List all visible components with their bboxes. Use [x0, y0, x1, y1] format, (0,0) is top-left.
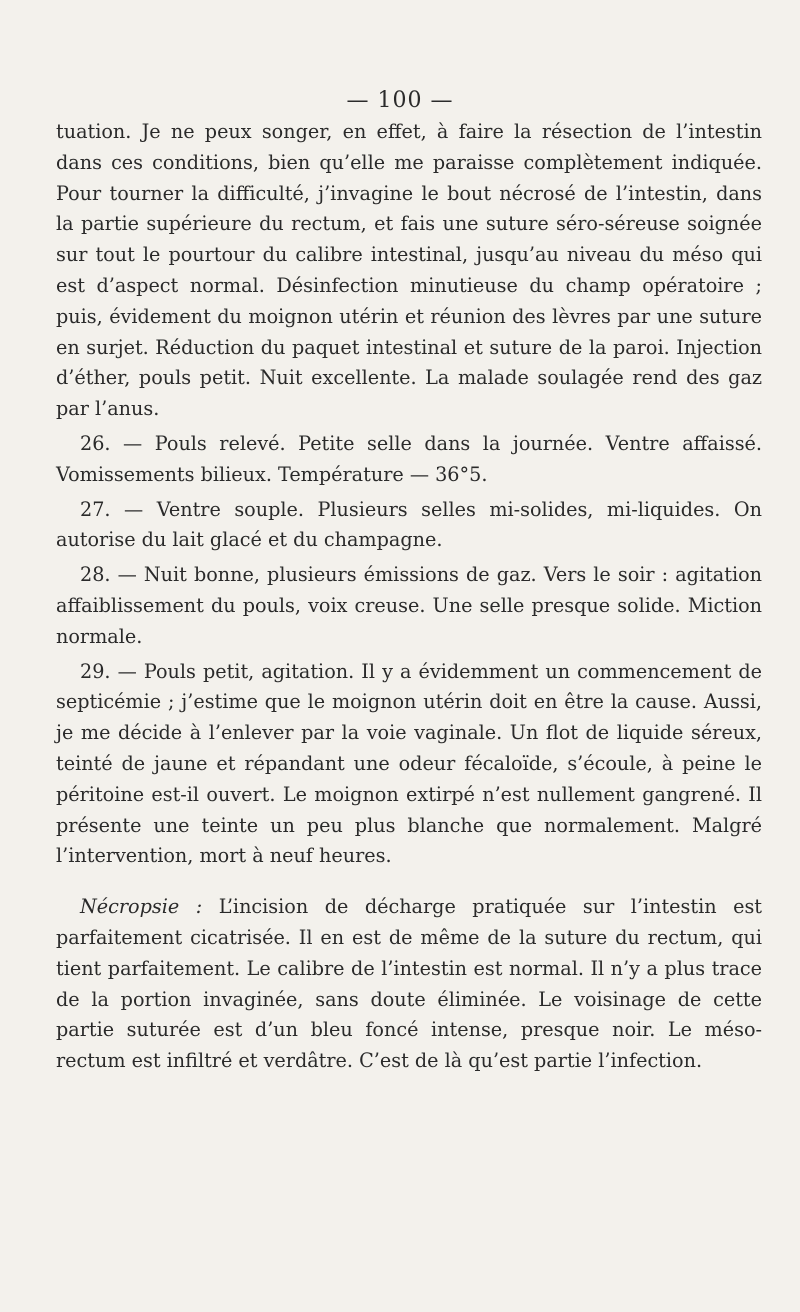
paragraph-day-26: 26. — Pouls relevé. Petite selle dans la journée. Ventre affaissé. Vomissements bilieux. Température — 36°5.: [56, 431, 762, 486]
page-number: — 100 —: [346, 88, 454, 113]
paragraph-necropsie: [56, 892, 762, 1077]
paragraph-day-27: 27. — Ventre souple. Plusieurs selles mi-solides, mi-liquides. On autorise du lait glacé et du champagne.: [56, 497, 762, 552]
paragraph-continuation: tuation. Je ne peux songer, en effet, à faire la résection de l’intestin dans ces conditions, bien qu’elle me paraisse complètement indiquée. Pour tourner la difficulté, j’invagine le bout nécrosé de l’intestin, dans la partie supérieure du rectum, et fais une suture séro-séreuse soignée sur tout le pourtour du calibre intestinal, jusqu’au niveau du méso qui est d’aspect normal. Désinfection minutieuse du champ opératoire ; puis, évidement du moignon utérin et réunion des lèvres par une suture en surjet. Réduction du paquet intestinal et suture de la paroi. Injection d’éther, pouls petit. Nuit excellente. La malade soulagée rend des gaz par l’anus.: [56, 120, 762, 421]
paragraph-day-29: 29. — Pouls petit, agitation. Il y a évidemment un commencement de septicémie ; j’estime que le moignon utérin doit en être la cause. Aussi, je me décide à l’enlever par la voie vaginale. Un flot de liquide séreux, teinté de jaune et répandant une odeur fécaloïde, s’écoule, à peine le péritoine est-il ouvert. Le moignon extirpé n’est nullement gangrené. Il présente une teinte un peu plus blanche que normalement. Malgré l’intervention, mort à neuf heures.: [56, 659, 762, 868]
paragraph-day-28: 28. — Nuit bonne, plusieurs émissions de gaz. Vers le soir : agitation affaiblissement du pouls, voix creuse. Une selle presque solide. Miction normale.: [56, 563, 762, 648]
body-text: [56, 117, 762, 1077]
necropsie-heading: Nécropsie :: [80, 895, 203, 919]
necropsie-text: L’incision de décharge pratiquée sur l’intestin est parfaitement cicatrisée. Il en est de même de la suture du rectum, qui tient parfaitement. Le calibre de l’intestin est normal. Il n’y a plus trace de la portion invaginée, sans doute éliminée. Le voisinage de cette partie suturée est d’un bleu foncé intense, presque noir. Le méso-rectum est infiltré et verdâtre. C’est de là qu’est partie l’infection.: [56, 895, 762, 1073]
